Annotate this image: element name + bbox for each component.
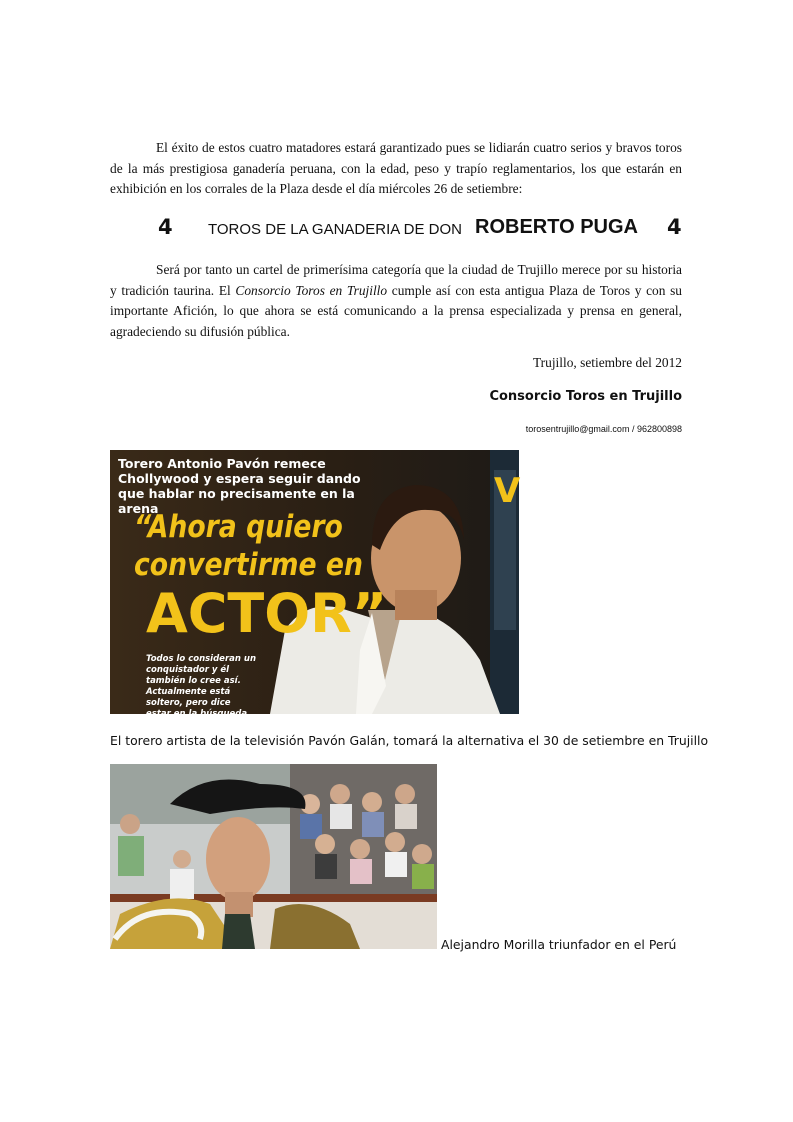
magazine-headline-line2: convertirme en	[134, 547, 363, 583]
paragraph-cartel	[110, 260, 682, 342]
ganadero-name: ROBERTO PUGA	[475, 216, 638, 238]
magazine-body-text: Todos lo consideran un conquistador y él también lo cree así. Actualmente está soltero, pero dice estar en la búsqueda de una persona que lo	[146, 654, 256, 730]
toros-count-right: 4	[667, 215, 682, 239]
signature-organization: Consorcio Toros en Trujillo	[489, 389, 682, 404]
date-line: Trujillo, setiembre del 2012	[532, 355, 682, 370]
photo-caption-pavon: El torero artista de la televisión Pavón Galán, tomará la alternativa el 30 de setiembre en Trujillo	[110, 733, 709, 748]
magazine-headline-actor: ACTOR”	[146, 582, 388, 645]
consorcio-emphasis: Consorcio Toros en Trujillo	[235, 282, 388, 298]
magazine-headline	[134, 508, 363, 584]
svg-text:V: V	[494, 471, 521, 511]
toros-count-left: 4	[158, 215, 173, 239]
toros-text: TOROS DE LA GANADERIA DE DON	[208, 221, 462, 238]
paragraph-cartel-start: Será por tanto un cartel de primerísima categoría que la ciudad de Trujillo merece por su historia y tradición taurina. El	[110, 262, 682, 298]
magazine-headline-line1: “Ahora quiero	[134, 509, 343, 545]
paragraph-intro-text: El éxito de estos cuatro matadores estará garantizado pues se lidiarán cuatro serios y bravos toros de la más prestigiosa ganadería peruana, con la edad, peso y trapío reglamentarios, los que estarán en exhibición en los corrales de la Plaza desde el día miércoles 26 de setiembre:	[110, 140, 682, 196]
paragraph-intro	[110, 138, 682, 200]
toros-announcement	[110, 215, 682, 245]
photo-morilla	[110, 764, 437, 949]
bullfighter-photo-illustration	[110, 764, 437, 949]
paragraph-cartel-end: cumple así con esta antigua Plaza de Toros y con su importante Afición, lo que ahora se está comunicando a la prensa especializada y prensa en general, agradeciendo su difusión pública.	[110, 282, 682, 339]
magazine-kicker: Torero Antonio Pavón remece Chollywood y espera seguir dando que hablar no precisamente en la arena	[118, 456, 361, 516]
magazine-photo-pavon	[110, 450, 521, 730]
photo-caption-morilla: Alejandro Morilla triunfador en el Perú	[441, 937, 677, 952]
contact-line: torosentrujillo@gmail.com / 962800898	[525, 424, 682, 434]
